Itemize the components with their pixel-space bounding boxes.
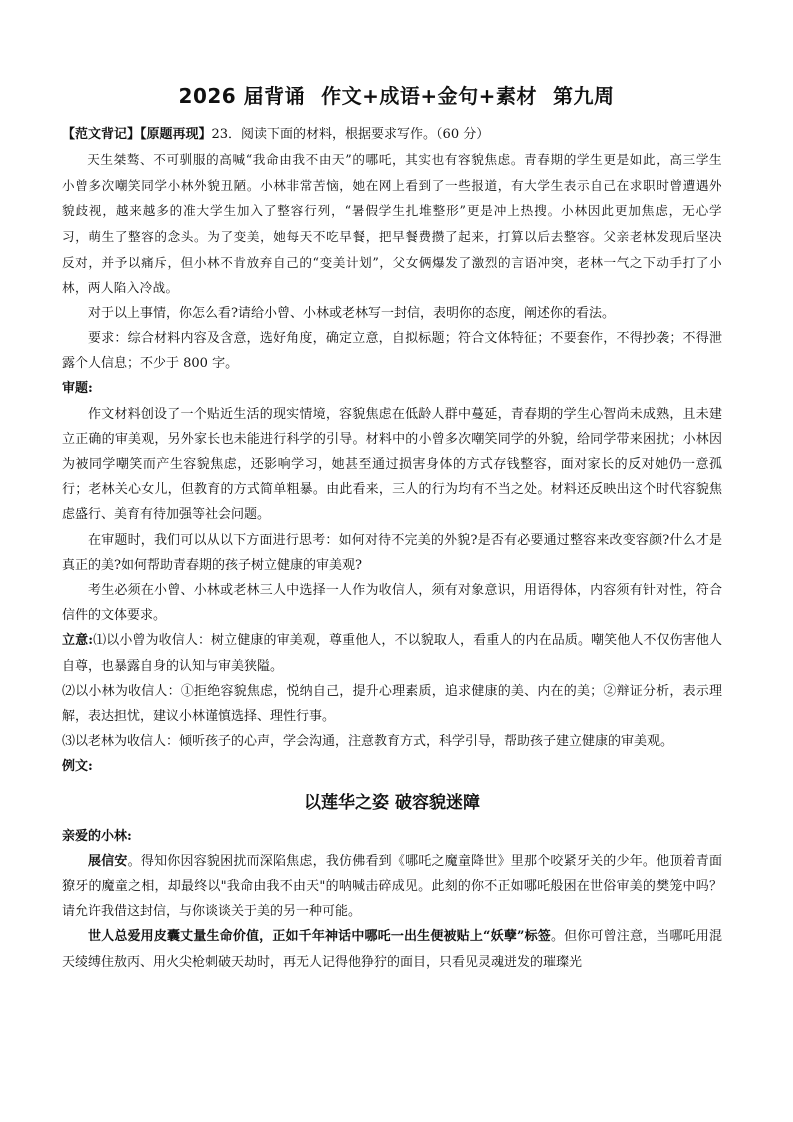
analysis-paragraph: 考生必须在小曾、小林或老林三人中选择一人作为收信人，须有对象意识，用语得体，内容须有针对性，符合信件的文体要求。 [62, 583, 722, 624]
writing-prompt: 对于以上事情，你怎么看?请给小曾、小林或老林写一封信，表明你的态度，阐述你的看法。 [88, 305, 615, 321]
title-part-2: 作文+成语+金句+素材 [321, 84, 537, 108]
page-title [0, 80, 793, 109]
example-heading: 例文: [62, 759, 93, 775]
essay-paragraph-2: 世人总爱用皮囊丈量生命价值，正如千年神话中哪吒一出生便被贴上“妖孽”标签。但你可曾注意，当哪吒用混天绫缚住敖丙、用火尖枪刺破天劫时，再无人记得他狰狞的面目，只看见灵魂迸发的璀璨光 [62, 929, 722, 970]
analysis-paragraph: 作文材料创设了一个贴近生活的现实情境，容貌焦虑在低龄人群中蔓延，青春期的学生心智尚未成熟，且未建立正确的审美观，另外家长也未能进行科学的引导。材料中的小曾多次嘲笑同学的外貌，给同学带来困扰；小林因为被同学嘲笑而产生容貌焦虑，还影响学习，她甚至通过损害身体的方式存钱整容，面对家长的反对她仍一意孤行；老林关心女儿，但教育的方式简单粗暴。由此看来，三人的行为均有不当之处。材料还反映出这个时代容貌焦虑盛行、美育有待加强等社会问题。 [62, 406, 722, 523]
theme-item-2: ⑵以小林为收信人：①拒绝容貌焦虑，悦纳自己，提升心理素质，追求健康的美、内在的美；②辩证分析，表示理解，表达担忧，建议小林谨慎选择、理性行事。 [62, 683, 722, 725]
theme-item-3: ⑶以老林为收信人：倾听孩子的心声，学会沟通，注意教育方式，科学引导，帮助孩子建立健康的审美观。 [62, 734, 674, 750]
salutation: 亲爱的小林: [62, 828, 132, 844]
analysis-heading: 审题: [62, 381, 93, 397]
essay-title: 以莲华之姿 破容貌迷障 [304, 792, 480, 813]
question-line [62, 122, 722, 147]
essay-paragraph-1: 展信安。得知你因容貌困扰而深陷焦虑，我仿佛看到《哪吒之魔童降世》里那个咬紧牙关的少年。他顶着青面獠牙的魔童之相，却最终以"我命由我不由天"的呐喊击碎成见。此刻的你不正如哪吒般困在世俗审美的樊笼中吗？请允许我借这封信，与你谈谈关于美的另一种可能。 [62, 853, 722, 920]
section-tags: 【范文背记】【原题再现】 [62, 127, 212, 142]
analysis-paragraph: 在审题时，我们可以从以下方面进行思考：如何对待不完美的外貌?是否有必要通过整容来改变容颜?什么才是真正的美?如何帮助青春期的孩子树立健康的审美观? [62, 532, 722, 573]
document-body [62, 122, 722, 975]
writing-requirement: 要求：综合材料内容及含意，选好角度，确定立意，自拟标题；符合文体特征；不要套作，不得抄袭；不得泄露个人信息；不少于 800 字。 [62, 330, 722, 372]
theme-heading: 立意: [62, 633, 94, 649]
title-part-3: 第九周 [552, 84, 615, 108]
material-paragraph: 天生桀骜、不可驯服的高喊“我命由我不由天”的哪吒，其实也有容貌焦虑。青春期的学生更是如此，高三学生小曾多次嘲笑同学小林外貌丑陋。小林非常苦恼，她在网上看到了一些报道，有大学生表示自己在求职时曾遭遇外貌歧视，越来越多的准大学生加入了整容行列，“暑假学生扎堆整形”更是冲上热搜。小林因此更加焦虑，无心学习，萌生了整容的念头。为了变美，她每天不吃早餐，把早餐费攒了起来，打算以后去整容。父亲老林发现后坚决反对，并予以痛斥，但小林不肯放弃自己的“变美计划”，父女俩爆发了激烈的言语冲突，老林一气之下动手打了小林，两人陷入冷战。 [62, 152, 722, 296]
title-part-1: 2026 届背诵 [178, 84, 306, 108]
theme-item-1: 立意:⑴以小曾为收信人：树立健康的审美观，尊重他人，不以貌取人，看重人的内在品质。嘲笑他人不仅伤害他人自尊，也暴露自身的认知与审美狭隘。 [62, 633, 722, 674]
question-text: 23．阅读下面的材料，根据要求写作。（60 分） [211, 127, 490, 142]
